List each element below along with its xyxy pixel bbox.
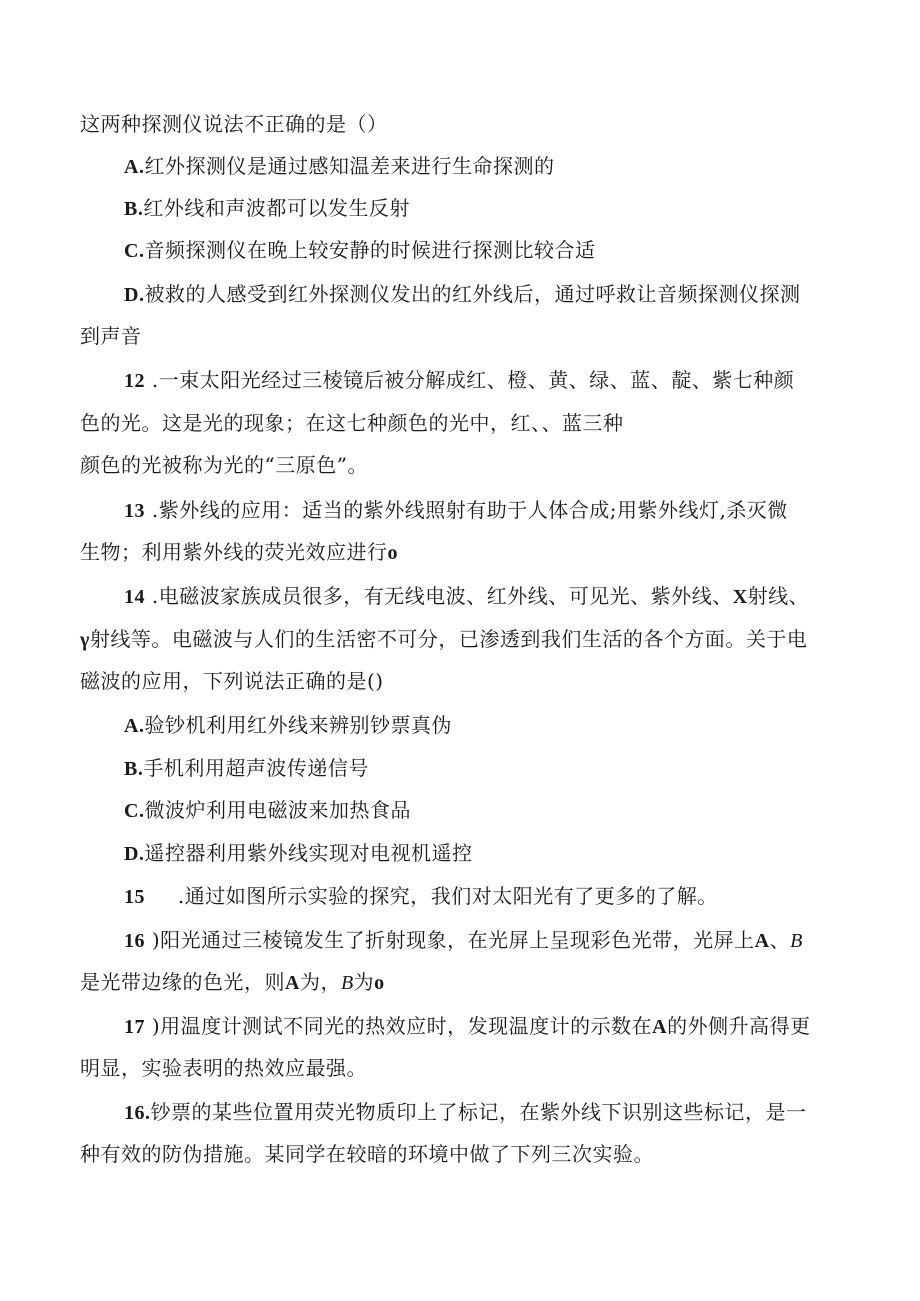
- q14-option-b-letter: B.: [124, 758, 144, 780]
- q14-option-c: [124, 798, 411, 823]
- q12-number: 12: [124, 370, 145, 392]
- q12-text-2: 色的光。这是光的现象；在这七种颜色的光中，红、、蓝三种: [80, 411, 624, 435]
- q16-line-1: [124, 928, 803, 953]
- q11-option-d-continued: [80, 324, 142, 348]
- q14-text-2: 射线等。电磁波与人们的生活密不可分，已渗透到我们生活的各个方面。关于电: [89, 627, 808, 651]
- q14-line-3: [80, 669, 384, 693]
- q14-option-c-letter: C.: [124, 800, 145, 822]
- q11-option-d-text-2: 到声音: [80, 324, 142, 348]
- q16b-line-2: [80, 1142, 654, 1166]
- q11-option-d-letter: D.: [124, 284, 145, 306]
- q12-text-1: .一束太阳光经过三棱镜后被分解成红、橙、黄、绿、蓝、靛、紫七种颜: [145, 368, 795, 392]
- q14-gamma-symbol: γ: [80, 629, 90, 651]
- q12-line-1: [124, 368, 794, 393]
- q11-option-b: [124, 196, 410, 221]
- q16-line-2: [80, 970, 385, 995]
- q15-number: 15: [124, 886, 145, 908]
- q13-line-end: o: [387, 542, 398, 564]
- q17-number: 17: [124, 1016, 145, 1038]
- q16-line-end: o: [374, 972, 385, 994]
- q17-line-2: [80, 1056, 367, 1080]
- q14-text-3: 磁波的应用，下列说法正确的是(): [80, 669, 384, 693]
- q11-option-c-letter: C.: [124, 240, 145, 262]
- q14-option-d: [124, 841, 472, 866]
- q12-line-3: [80, 453, 368, 477]
- q11-option-a-text: 红外探测仪是通过感知温差来进行生命探测的: [144, 154, 555, 178]
- q11-stem-line: [80, 112, 388, 136]
- q12-text-3: 颜色的光被称为光的“三原色”。: [80, 453, 368, 477]
- q14-option-b: [124, 756, 369, 781]
- q14-number: 14: [124, 586, 145, 608]
- q16-text-1a: )阳光通过三棱镜发生了折射现象，在光屏上呈现彩色光带，光屏上: [145, 928, 755, 952]
- q16-text-2a: 是光带边缘的色光，则: [80, 970, 285, 994]
- q16-label-b-2: B: [340, 972, 354, 994]
- q16-number: 16: [124, 930, 145, 952]
- q13-number: 13: [124, 500, 145, 522]
- q14-option-d-text: 遥控器利用紫外线实现对电视机遥控: [144, 841, 473, 865]
- q11-option-b-text: 红外线和声波都可以发生反射: [143, 196, 410, 220]
- q14-option-d-letter: D.: [124, 843, 145, 865]
- q16b-text-1: 钞票的某些位置用荧光物质印上了标记，在紫外线下识别这些标记，是一: [150, 1100, 807, 1124]
- q14-x-letter: X: [732, 586, 748, 608]
- q14-text-1a: .电磁波家族成员很多，有无线电波、红外线、可见光、紫外线、: [145, 584, 733, 608]
- q17-text-1a: )用温度计测试不同光的热效应时，发现温度计的示数在: [145, 1014, 653, 1038]
- q17-text-2: 明显，实验表明的热效应最强。: [80, 1056, 367, 1080]
- q14-option-a-letter: A.: [124, 715, 145, 737]
- q11-option-a-letter: A.: [124, 156, 145, 178]
- q16b-number: 16.: [124, 1102, 151, 1124]
- q11-option-c: [124, 238, 595, 263]
- q16b-text-2: 种有效的防伪措施。某同学在较暗的环境中做了下列三次实验。: [80, 1142, 654, 1166]
- q13-text-1: .紫外线的应用：适当的紫外线照射有助于人体合成;用紫外线灯,杀灭微: [145, 498, 788, 522]
- q17-line-1: [124, 1014, 811, 1039]
- q16-text-2c: 为: [353, 970, 375, 994]
- q11-option-d: [124, 282, 800, 307]
- q11-option-c-text: 音频探测仪在晚上较安静的时候进行探测比较合适: [144, 238, 596, 262]
- q11-option-d-text-1: 被救的人感受到红外探测仪发出的红外线后，通过呼救让音频探测仪探测: [144, 282, 801, 306]
- q14-text-1b: 射线、: [747, 584, 810, 608]
- q11-option-b-letter: B.: [124, 198, 144, 220]
- q15-line-1: [124, 884, 718, 909]
- q16b-line-1: [124, 1100, 807, 1125]
- q14-option-a: [124, 713, 452, 738]
- q17-label-a: A: [652, 1016, 668, 1038]
- q14-option-b-text: 手机利用超声波传递信号: [143, 756, 369, 780]
- q16-label-b: B: [790, 930, 803, 952]
- q16-text-2b: 为，: [299, 970, 341, 994]
- q14-option-a-text: 验钞机利用红外线来辨别钞票真伪: [144, 713, 452, 737]
- q14-option-c-text: 微波炉利用电磁波来加热食品: [144, 798, 411, 822]
- q13-line-2: [80, 540, 398, 565]
- q11-option-a: [124, 154, 554, 179]
- q17-text-1b: 的外侧升高得更: [667, 1014, 811, 1038]
- q12-line-2: [80, 411, 624, 435]
- q16-label-a-2: A: [285, 972, 300, 994]
- q11-stem-text: 这两种探测仪说法不正确的是（）: [80, 112, 388, 136]
- q13-line-1: [124, 498, 788, 523]
- q14-line-1: [124, 584, 809, 609]
- q16-sep: 、: [769, 928, 791, 952]
- q14-line-2: [80, 627, 807, 652]
- q13-text-2: 生物；利用紫外线的荧光效应进行: [80, 540, 388, 564]
- q16-label-a: A: [754, 930, 770, 952]
- q15-text-1: .通过如图所示实验的探究，我们对太阳光有了更多的了解。: [171, 884, 718, 908]
